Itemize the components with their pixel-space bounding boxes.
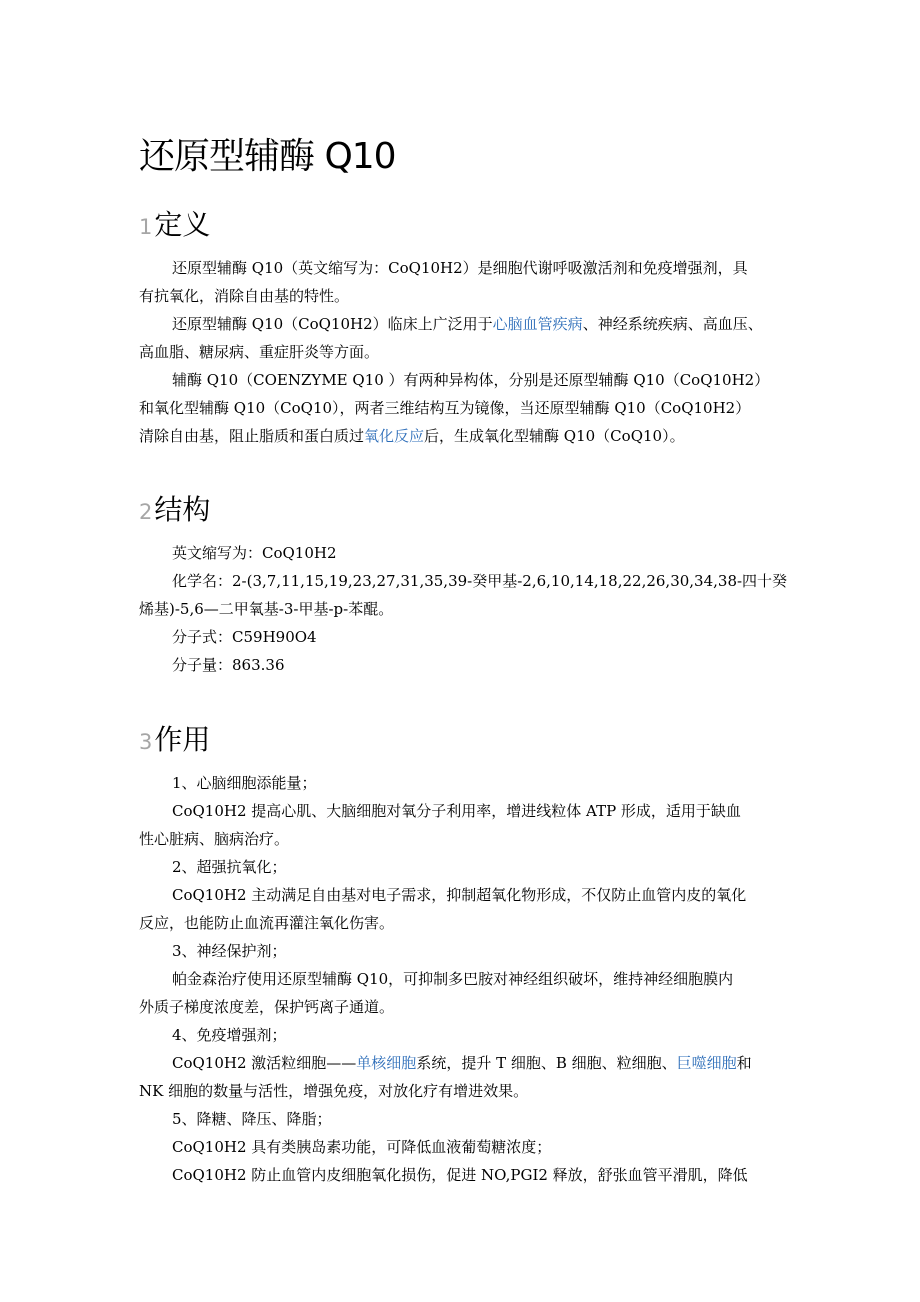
paragraph-line — [139, 1049, 789, 1077]
paragraph-line: 辅酶 Q10（COENZYME Q10 ）有两种异构体，分别是还原型辅酶 Q10（CoQ10H2） — [172, 371, 770, 389]
function-item-5 — [139, 1105, 789, 1189]
definition-paragraph-2 — [139, 310, 789, 366]
paragraph-line: 外质子梯度浓度差，保护钙离子通道。 — [139, 998, 395, 1016]
link-cardiovascular-disease[interactable]: 心脑血管疾病 — [492, 315, 583, 333]
paragraph-line — [139, 310, 789, 338]
section-title: 作用 — [154, 723, 211, 756]
definition-paragraph-1 — [139, 254, 789, 310]
paragraph-line: 帕金森治疗使用还原型辅酶 Q10，可抑制多巴胺对神经组织破坏，维持神经细胞膜内 — [172, 970, 734, 988]
item-title: 4、免疫增强剂； — [172, 1026, 287, 1044]
structure-molecular-mass — [139, 651, 789, 679]
structure-abbreviation — [139, 539, 789, 567]
paragraph-line: 分子量：863.36 — [172, 656, 285, 674]
section-title: 结构 — [154, 493, 211, 526]
structure-formula — [139, 623, 789, 651]
function-item-1 — [139, 769, 789, 853]
paragraph-line: 分子式：C59H90O4 — [172, 628, 317, 646]
paragraph-line: 烯基)-5,6—二甲氧基-3-甲基-p-苯醌。 — [139, 600, 394, 618]
paragraph-line: 和氧化型辅酶 Q10（CoQ10），两者三维结构互为镜像，当还原型辅酶 Q10（CoQ10H2） — [139, 399, 751, 417]
link-oxidation-reaction[interactable]: 氧化反应 — [364, 427, 425, 445]
text-run: 还原型辅酶 Q10（CoQ10H2）临床上广泛用于 — [172, 315, 493, 333]
section-heading-structure — [139, 492, 210, 530]
structure-chemical-name — [139, 567, 789, 623]
section-title: 定义 — [154, 208, 211, 241]
paragraph-line: 还原型辅酶 Q10（英文缩写为：CoQ10H2）是细胞代谢呼吸激活剂和免疫增强剂，具 — [172, 259, 748, 277]
text-run: 和 — [736, 1054, 752, 1072]
paragraph-line: 性心脏病、脑病治疗。 — [139, 830, 290, 848]
definition-paragraph-3 — [139, 366, 789, 450]
paragraph-line: 有抗氧化，消除自由基的特性。 — [139, 287, 350, 305]
text-run: 清除自由基，阻止脂质和蛋白质过 — [139, 427, 365, 445]
link-monocyte[interactable]: 单核细胞 — [356, 1054, 417, 1072]
paragraph-line: 反应，也能防止血流再灌注氧化伤害。 — [139, 914, 395, 932]
function-item-3 — [139, 937, 789, 1021]
paragraph-line: 英文缩写为：CoQ10H2 — [172, 544, 337, 562]
paragraph-line: CoQ10H2 防止血管内皮细胞氧化损伤，促进 NO,PGI2 释放，舒张血管平滑肌，降低 — [172, 1166, 748, 1184]
function-item-2 — [139, 853, 789, 937]
text-run: 后，生成氧化型辅酶 Q10（CoQ10）。 — [424, 427, 685, 445]
link-macrophage[interactable]: 巨噬细胞 — [676, 1054, 737, 1072]
paragraph-line: CoQ10H2 主动满足自由基对电子需求，抑制超氧化物形成，不仅防止血管内皮的氧化 — [172, 886, 747, 904]
paragraph-line: CoQ10H2 提高心肌、大脑细胞对氧分子利用率，增进线粒体 ATP 形成，适用于缺血 — [172, 802, 741, 820]
section-number: 1 — [139, 215, 153, 239]
text-run: 、神经系统疾病、高血压、 — [582, 315, 763, 333]
paragraph-line: CoQ10H2 具有类胰岛素功能，可降低血液葡萄糖浓度； — [172, 1138, 552, 1156]
section-heading-function — [139, 722, 210, 760]
paragraph-line: NK 细胞的数量与活性，增强免疫，对放化疗有增进效果。 — [139, 1082, 529, 1100]
paragraph-line: 化学名：2-(3,7,11,15,19,23,27,31,35,39-癸甲基-2,6,10,14,18,22,26,30,34,38-四十癸 — [172, 572, 788, 590]
section-heading-definition — [139, 207, 210, 245]
paragraph-line: 高血脂、糖尿病、重症肝炎等方面。 — [139, 343, 380, 361]
text-run: CoQ10H2 激活粒细胞—— — [172, 1054, 357, 1072]
section-number: 3 — [139, 730, 153, 754]
paragraph-line — [139, 422, 789, 450]
page-title: 还原型辅酶 Q10 — [139, 136, 396, 177]
section-number: 2 — [139, 500, 153, 524]
function-item-4 — [139, 1021, 789, 1105]
item-title: 1、心脑细胞添能量； — [172, 774, 317, 792]
item-title: 3、神经保护剂； — [172, 942, 287, 960]
item-title: 2、超强抗氧化； — [172, 858, 287, 876]
text-run: 系统，提升 T 细胞、B 细胞、粒细胞、 — [416, 1054, 677, 1072]
item-title: 5、降糖、降压、降脂； — [172, 1110, 332, 1128]
